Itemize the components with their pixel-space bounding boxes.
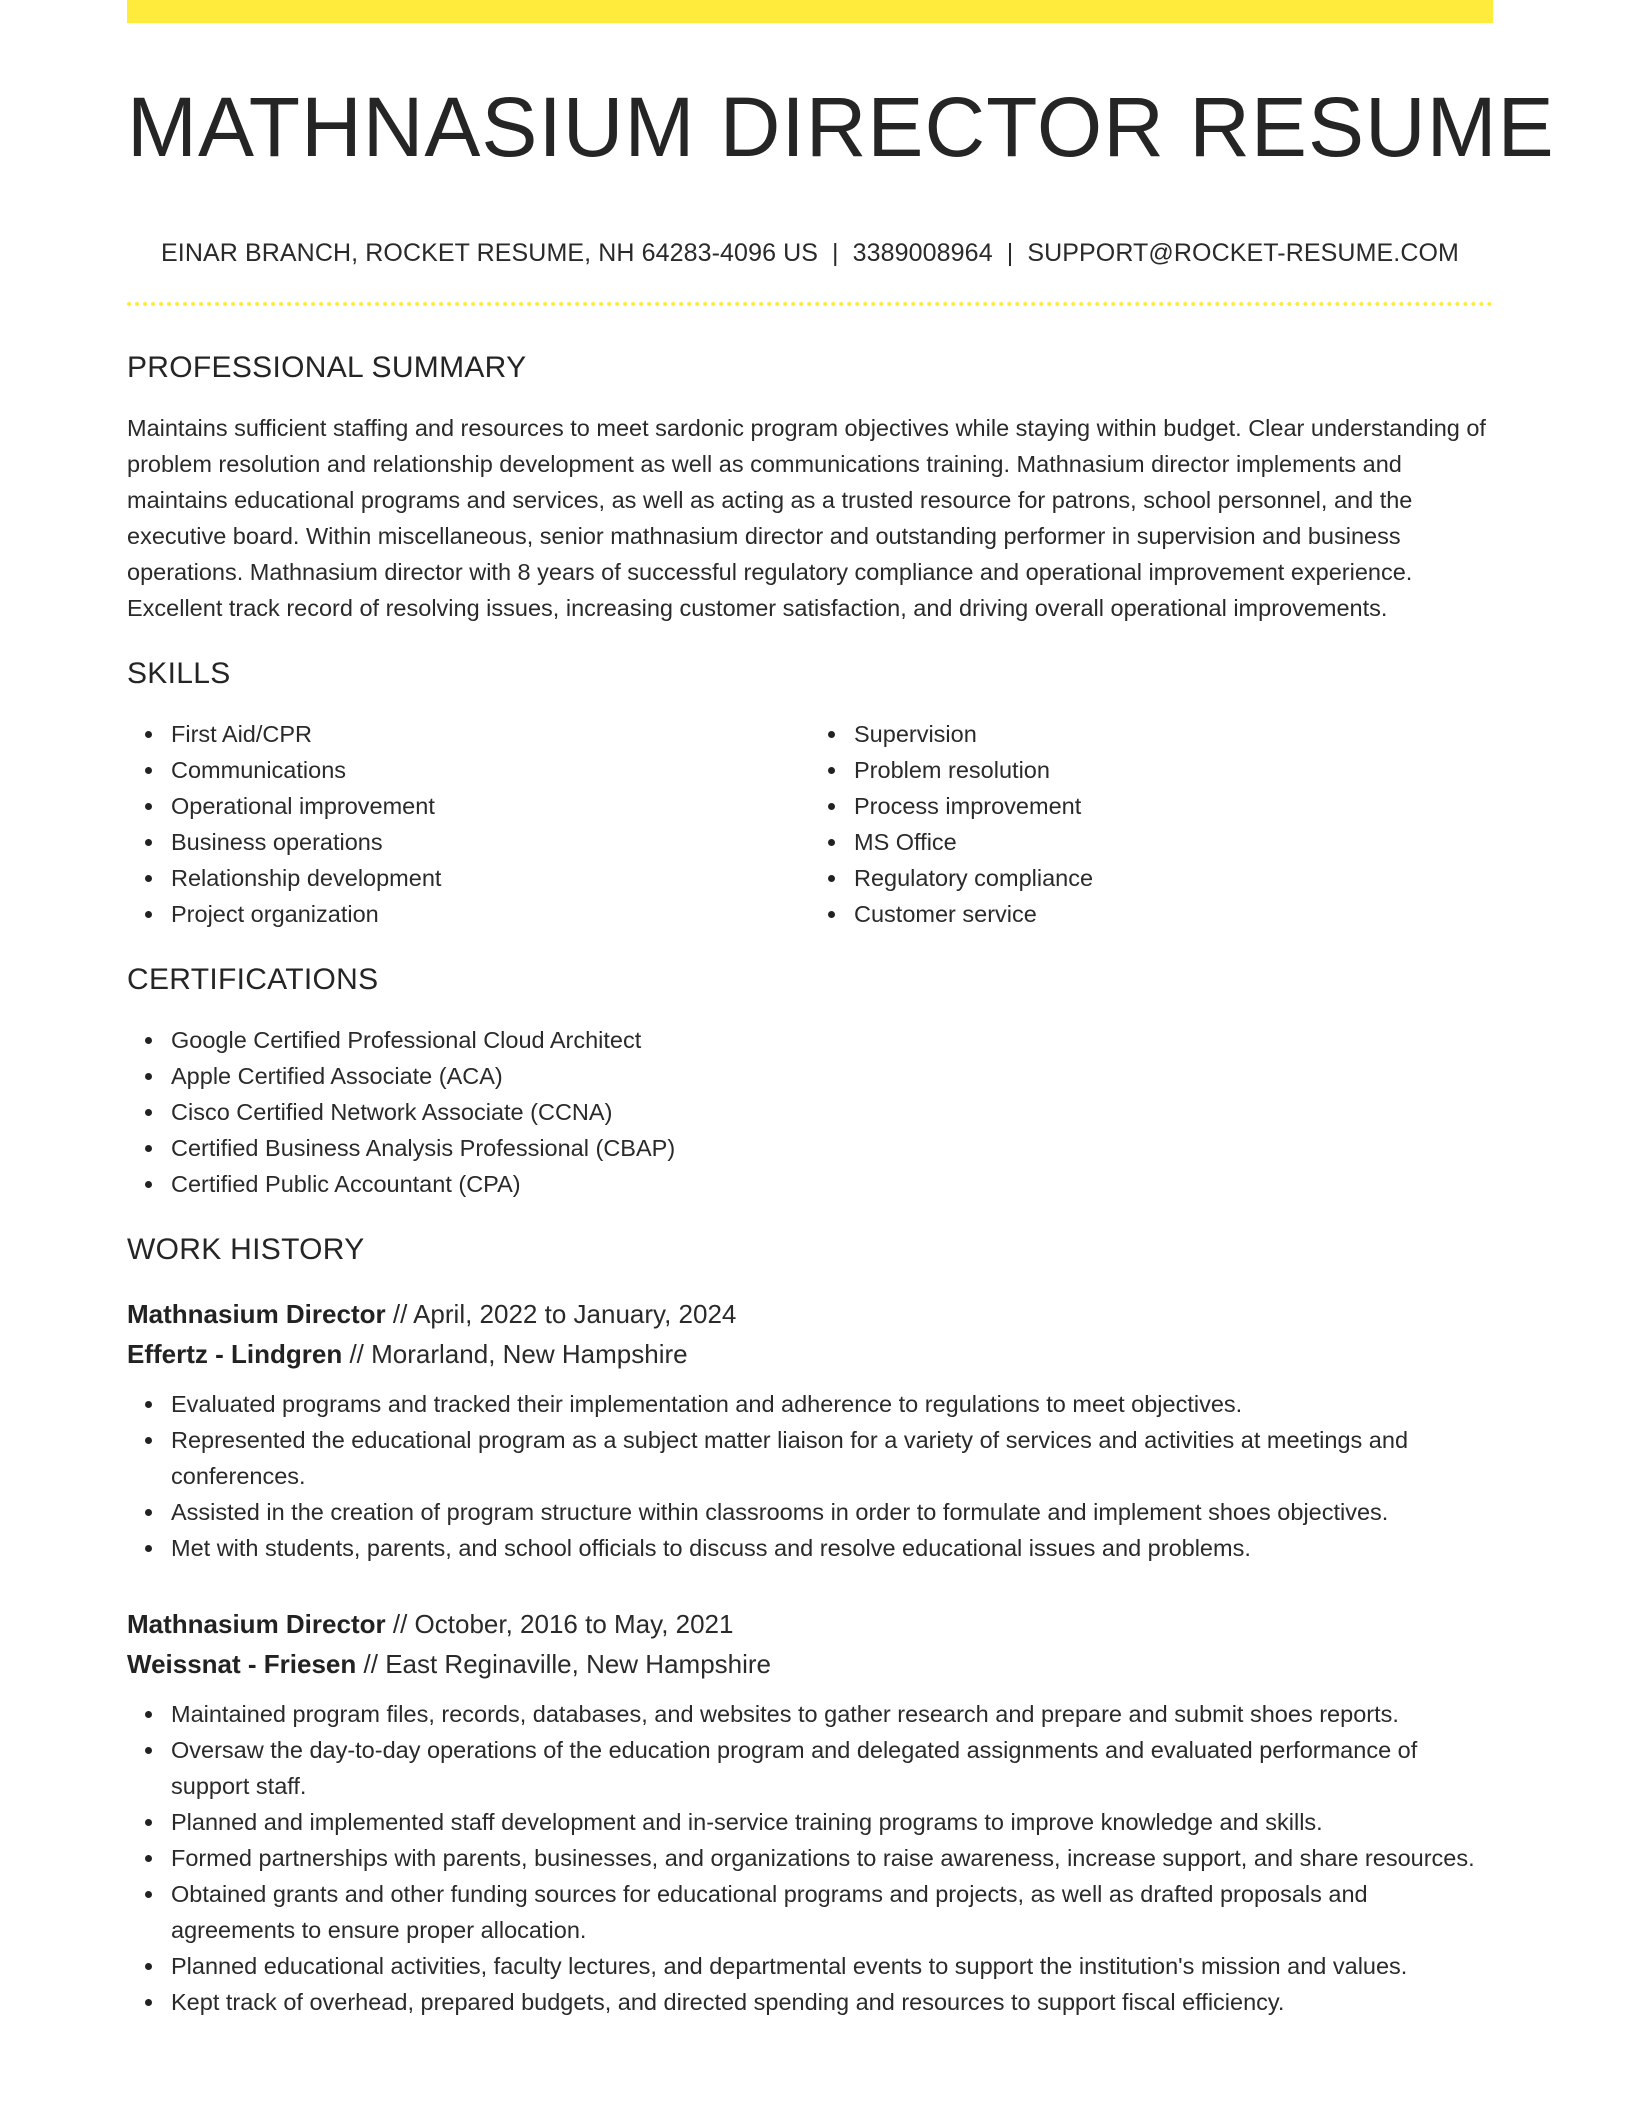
job-separator: //: [363, 1649, 378, 1679]
skill-item: Operational improvement: [171, 788, 810, 824]
job-entry: [127, 1294, 1493, 1566]
skill-item: MS Office: [854, 824, 1493, 860]
job-location: Morarland, New Hampshire: [371, 1339, 688, 1369]
job-bullet: Maintained program files, records, databases, and websites to gather research and prepare and submit shoes reports.: [171, 1696, 1493, 1732]
summary-text: Maintains sufficient staffing and resources to meet sardonic program objectives while staying within budget. Clear understanding of problem resolution and relationship development as well as communications training. Mathnasium director implements and maintains educational programs and services, as well as acting as a trusted resource for patrons, school personnel, and the executive board. Within miscellaneous, senior mathnasium director and outstanding performer in supervision and business operations. Mathnasium director with 8 years of successful regulatory compliance and operational improvement experience. Excellent track record of resolving issues, increasing customer satisfaction, and driving overall operational improvements.: [127, 415, 1486, 621]
job-company: Effertz - Lindgren: [127, 1339, 343, 1369]
job-bullet: Evaluated programs and tracked their implementation and adherence to regulations to meet objectives.: [171, 1386, 1493, 1422]
job-dates: October, 2016 to May, 2021: [414, 1609, 734, 1639]
job-entry: [127, 1604, 1493, 2020]
skill-item: Business operations: [171, 824, 810, 860]
skill-item: Supervision: [854, 716, 1493, 752]
certification-item: Certified Business Analysis Professional (CBAP): [171, 1130, 1493, 1166]
skill-item: Problem resolution: [854, 752, 1493, 788]
work-history-heading: WORK HISTORY: [127, 1233, 365, 1266]
dotted-divider: [127, 302, 1493, 306]
summary-heading: PROFESSIONAL SUMMARY: [127, 351, 527, 384]
skills-column-left: [127, 716, 810, 932]
job-company: Weissnat - Friesen: [127, 1649, 357, 1679]
resume-page: [127, 0, 1555, 2020]
contact-email: SUPPORT@ROCKET-RESUME.COM: [1027, 239, 1459, 267]
skill-item: Project organization: [171, 896, 810, 932]
skill-item: Relationship development: [171, 860, 810, 896]
job-bullet: Kept track of overhead, prepared budgets, and directed spending and resources to support fiscal efficiency.: [171, 1984, 1493, 2020]
job-company-line: [127, 1644, 1493, 1684]
job-separator: //: [392, 1609, 408, 1639]
job-dates: April, 2022 to January, 2024: [413, 1299, 737, 1329]
job-bullet: Planned and implemented staff development and in-service training programs to improve knowledge and skills.: [171, 1804, 1493, 1840]
job-company-line: [127, 1334, 1493, 1374]
skills-column-right: [810, 716, 1493, 932]
certification-item: Cisco Certified Network Associate (CCNA): [171, 1094, 1493, 1130]
skills-heading: SKILLS: [127, 657, 231, 690]
skill-item: Customer service: [854, 896, 1493, 932]
job-title-line: [127, 1294, 1493, 1334]
job-bullet: Met with students, parents, and school officials to discuss and resolve educational issues and problems.: [171, 1530, 1493, 1566]
certification-item: Google Certified Professional Cloud Architect: [171, 1022, 1493, 1058]
job-bullets: [127, 1696, 1493, 2020]
skill-item: Process improvement: [854, 788, 1493, 824]
certification-item: Certified Public Accountant (CPA): [171, 1166, 1493, 1202]
job-bullet: Represented the educational program as a subject matter liaison for a variety of services and activities at meetings and conferences.: [171, 1422, 1493, 1494]
contact-line: [127, 239, 1493, 268]
contact-separator: |: [832, 239, 839, 267]
contact-address: EINAR BRANCH, ROCKET RESUME, NH 64283-4096 US: [161, 239, 819, 267]
job-title: Mathnasium Director: [127, 1299, 386, 1329]
job-separator: //: [392, 1299, 408, 1329]
job-bullets: [127, 1386, 1493, 1566]
job-separator: //: [349, 1339, 364, 1369]
job-bullet: Oversaw the day-to-day operations of the education program and delegated assignments and evaluated performance of support staff.: [171, 1732, 1493, 1804]
contact-phone: 3389008964: [852, 239, 993, 267]
certifications-heading: CERTIFICATIONS: [127, 963, 379, 996]
resume-title: MATHNASIUM DIRECTOR RESUME: [127, 80, 1555, 174]
job-bullet: Planned educational activities, faculty lectures, and departmental events to support the institution's mission and values.: [171, 1948, 1493, 1984]
certification-item: Apple Certified Associate (ACA): [171, 1058, 1493, 1094]
job-bullet: Obtained grants and other funding sources for educational programs and projects, as well as drafted proposals and agreements to ensure proper allocation.: [171, 1876, 1493, 1948]
job-title: Mathnasium Director: [127, 1609, 386, 1639]
skill-item: Communications: [171, 752, 810, 788]
job-bullet: Assisted in the creation of program structure within classrooms in order to formulate and implement shoes objectives.: [171, 1494, 1493, 1530]
job-location: East Reginaville, New Hampshire: [385, 1649, 772, 1679]
job-title-line: [127, 1604, 1493, 1644]
skill-item: Regulatory compliance: [854, 860, 1493, 896]
certifications-list: [127, 1022, 1493, 1202]
skill-item: First Aid/CPR: [171, 716, 810, 752]
contact-separator: |: [1006, 239, 1014, 267]
accent-top-bar: [127, 0, 1493, 23]
skills-list: [127, 716, 1493, 932]
job-bullet: Formed partnerships with parents, businesses, and organizations to raise awareness, increase support, and share resources.: [171, 1840, 1493, 1876]
